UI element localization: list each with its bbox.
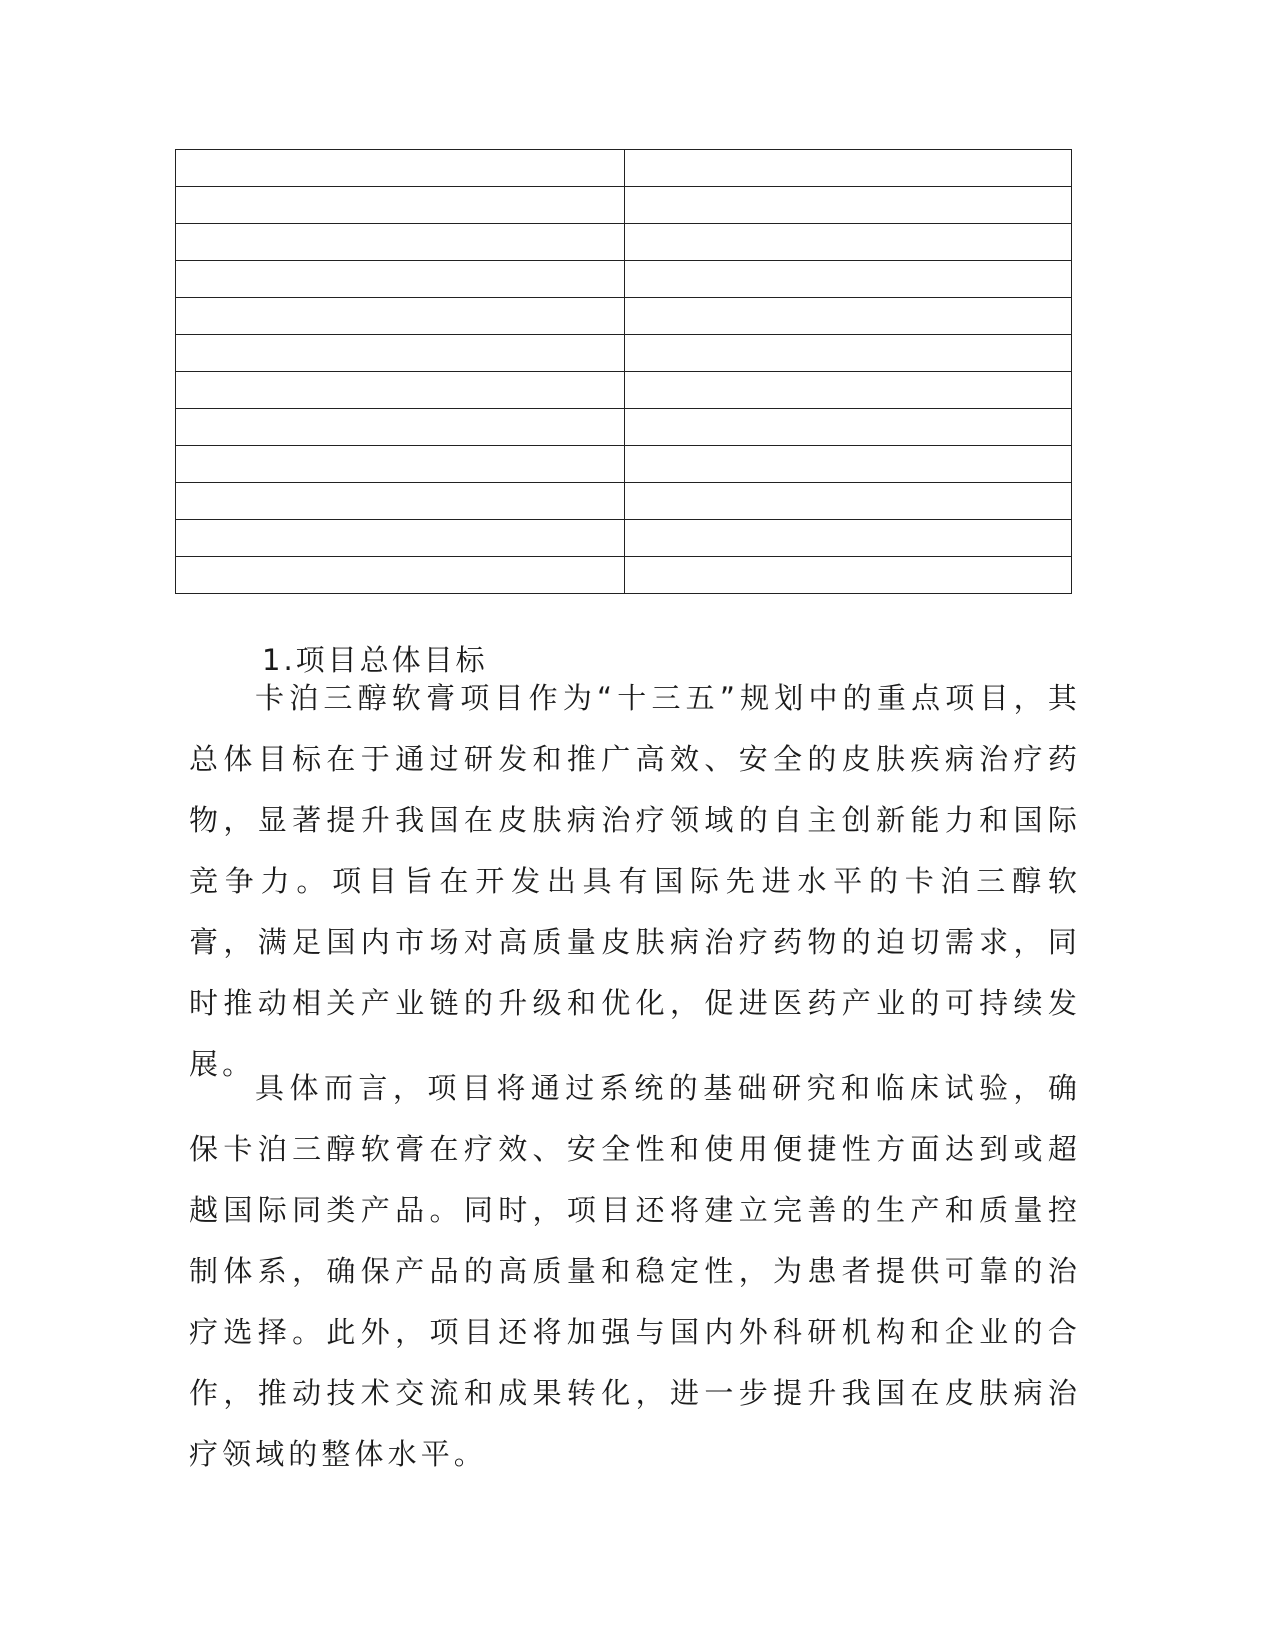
table-cell [176,409,625,446]
table-row [176,224,1072,261]
table-row [176,298,1072,335]
table-cell [176,298,625,335]
table-cell [176,335,625,372]
table-row [176,446,1072,483]
section-heading: 1.项目总体目标 [262,643,488,677]
table-cell [625,409,1072,446]
table-cell [176,150,625,187]
table-cell [625,557,1072,594]
paragraph-specific-goals: 具体而言，项目将通过系统的基础研究和临床试验，确保卡泊三醇软膏在疗效、安全性和使用便捷性方面达到或超越国际同类产品。同时，项目还将建立完善的生产和质量控制体系，确保产品的高质量和稳定性，为患者提供可靠的治疗选择。此外，项目还将加强与国内外科研机构和企业的合作，推动技术交流和成果转化，进一步提升我国在皮肤病治疗领域的整体水平。 [189,1071,1081,1471]
paragraph-overall-goal: 卡泊三醇软膏项目作为“十三五”规划中的重点项目，其总体目标在于通过研发和推广高效、安全的皮肤疾病治疗药物，显著提升我国在皮肤病治疗领域的自主创新能力和国际竞争力。项目旨在开发出具有国际先进水平的卡泊三醇软膏，满足国内市场对高质量皮肤病治疗药物的迫切需求，同时推动相关产业链的升级和优化，促进医药产业的可持续发展。 [189,681,1081,1081]
table-cell [176,520,625,557]
table-cell [176,483,625,520]
empty-table [175,149,1072,594]
table-cell [625,446,1072,483]
table-body [176,150,1072,594]
table-row [176,409,1072,446]
table-cell [176,224,625,261]
table-cell [625,150,1072,187]
table-cell [176,261,625,298]
table-row [176,335,1072,372]
table-row [176,150,1072,187]
table-cell [625,483,1072,520]
table-cell [625,372,1072,409]
table-cell [625,187,1072,224]
table-cell [625,520,1072,557]
table-cell [625,298,1072,335]
table-cell [625,335,1072,372]
table-row [176,557,1072,594]
table-cell [625,261,1072,298]
table-row [176,483,1072,520]
table-row [176,187,1072,224]
table-cell [625,224,1072,261]
table-cell [176,446,625,483]
table-cell [176,372,625,409]
table-row [176,261,1072,298]
table-row [176,372,1072,409]
table-row [176,520,1072,557]
table-cell [176,557,625,594]
table-cell [176,187,625,224]
